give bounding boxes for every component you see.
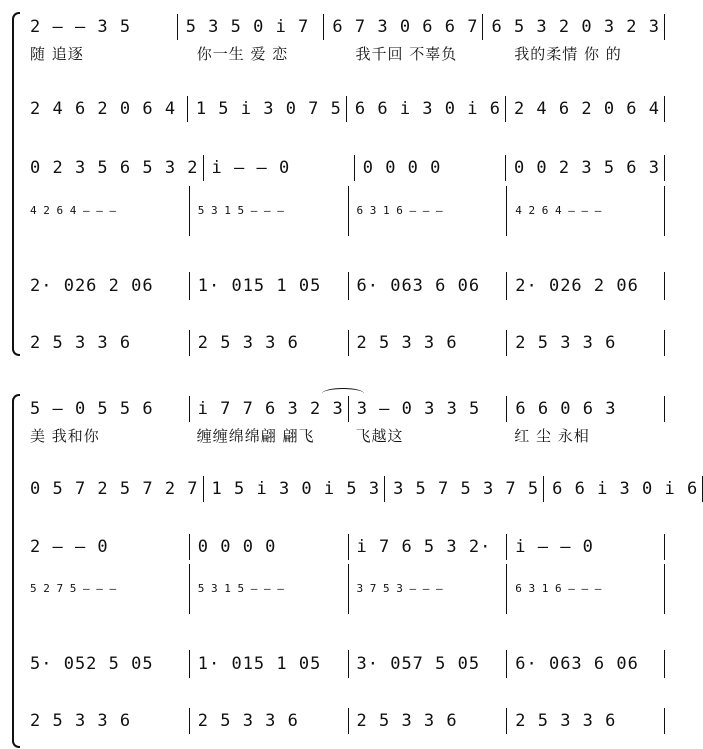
notation-text: 3· 057 5 05 xyxy=(356,654,481,674)
lyric-text: 红 尘 永相 xyxy=(514,426,590,445)
measure xyxy=(189,186,348,236)
measure xyxy=(177,14,324,40)
notation-text: 5 – 0 5 5 6 xyxy=(30,399,154,419)
notation-text: 0 0 0 0 xyxy=(362,158,442,178)
notation-text: 3 5 7 5 3 7 5 xyxy=(393,479,540,499)
lyric-segment xyxy=(30,424,189,446)
measure xyxy=(30,650,189,678)
measure xyxy=(189,272,348,300)
measure xyxy=(384,476,543,502)
system-2 xyxy=(0,388,699,749)
bass-rhythm-row xyxy=(30,272,665,300)
measure xyxy=(348,330,507,356)
notation-text: 2 5 3 3 6 xyxy=(515,711,617,731)
bass-row xyxy=(30,330,665,356)
measure xyxy=(505,96,665,122)
measure xyxy=(506,650,665,678)
notation-text: 0 0 0 0 xyxy=(197,537,277,557)
notation-text: 1· 015 1 05 xyxy=(197,654,322,674)
measure xyxy=(506,186,665,236)
chord-text: 6 3 1 6 – – – xyxy=(356,204,443,217)
measure xyxy=(482,14,665,40)
measure xyxy=(30,155,203,181)
measure xyxy=(543,476,703,502)
measure xyxy=(189,650,348,678)
lyric-segment xyxy=(30,42,189,64)
notation-text: 6 7 3 0 6 6 7 xyxy=(332,17,479,37)
system-brace xyxy=(12,12,20,356)
measure xyxy=(189,396,348,422)
measure xyxy=(30,564,189,614)
notation-text: 6· 063 6 06 xyxy=(515,654,639,674)
measure xyxy=(348,186,507,236)
measure xyxy=(354,155,505,181)
lyric-segment xyxy=(348,424,507,446)
notation-text: i – – 0 xyxy=(515,537,594,557)
notation-text: 2 5 3 3 6 xyxy=(30,711,132,731)
notation-text: i – – 0 xyxy=(211,158,291,178)
system-1 xyxy=(0,0,680,360)
notation-text: i 7 7 6 3 2 3 xyxy=(197,399,344,419)
notation-text: 6· 063 6 06 xyxy=(356,276,481,296)
notation-text: 1 5 i 3 0 7 5 xyxy=(195,99,342,119)
measure xyxy=(30,708,189,734)
lyric-segment xyxy=(348,42,507,64)
measure xyxy=(189,564,348,614)
chord-text: 4 2 6 4 – – – xyxy=(515,204,602,217)
notation-text: 2 5 3 3 6 xyxy=(515,333,617,353)
measure xyxy=(189,330,348,356)
notation-text: 6 6 0 6 3 xyxy=(515,399,617,419)
notation-text: 0 0 2 3 5 6 3 xyxy=(513,158,660,178)
notation-text: 2· 026 2 06 xyxy=(515,276,639,296)
chord-text: 3 7 5 3 – – – xyxy=(356,582,443,595)
notation-text: i 7 6 5 3 2· xyxy=(356,537,492,557)
notation-text: 1 5 i 3 0 i 5 3 xyxy=(211,479,381,499)
system-brace xyxy=(12,394,20,748)
notation-text: 0 5 7 2 5 7 2 7 xyxy=(30,479,199,499)
bass-row xyxy=(30,708,665,734)
lyric-segment xyxy=(506,424,665,446)
measure xyxy=(348,708,507,734)
measure xyxy=(30,396,189,422)
measure xyxy=(323,14,482,40)
bass-rhythm-row xyxy=(30,650,665,678)
measure xyxy=(189,534,348,560)
measure xyxy=(506,396,665,422)
lyric-segment xyxy=(189,424,348,446)
measure xyxy=(348,534,507,560)
lyric-text: 我的柔情 你 的 xyxy=(514,44,622,63)
harmony-row xyxy=(30,476,699,502)
notation-text: 2 5 3 3 6 xyxy=(197,711,299,731)
lyric-text: 飞越这 xyxy=(355,426,404,445)
measure xyxy=(506,272,665,300)
lyric-segment xyxy=(189,42,348,64)
chord-text: 6 3 1 6 – – – xyxy=(515,582,602,595)
chord-text: 5 3 1 5 – – – xyxy=(197,582,284,595)
counter-melody-row xyxy=(30,155,665,181)
chord-text: 5 3 1 5 – – – xyxy=(197,204,284,217)
measure xyxy=(346,96,505,122)
measure xyxy=(30,330,189,356)
notation-text: 6 5 3 2 0 3 2 3 xyxy=(491,17,660,37)
lyrics-row xyxy=(30,42,665,64)
measure xyxy=(506,534,665,560)
measure xyxy=(348,564,507,614)
notation-text: 2 5 3 3 6 xyxy=(356,333,458,353)
notation-text: 2 – – 0 xyxy=(30,537,109,557)
notation-text: 5· 052 5 05 xyxy=(30,654,154,674)
melody-row xyxy=(30,396,665,422)
measure xyxy=(506,708,665,734)
notation-text: 6 6 i 3 0 i 6 xyxy=(354,99,501,119)
measure xyxy=(30,96,187,122)
measure xyxy=(506,330,665,356)
measure xyxy=(348,272,507,300)
lyrics-row xyxy=(30,424,665,446)
notation-text: 2 5 3 3 6 xyxy=(30,333,132,353)
notation-text: 2 5 3 3 6 xyxy=(197,333,299,353)
notation-text: 6 6 i 3 0 i 6 xyxy=(552,479,699,499)
measure xyxy=(187,96,346,122)
notation-text: 5 3 5 0 i 7 xyxy=(185,17,310,37)
notation-text: 2 4 6 2 0 6 4 xyxy=(513,99,660,119)
notation-text: 2· 026 2 06 xyxy=(30,276,154,296)
measure xyxy=(30,476,203,502)
lyric-text: 你一生 爱 恋 xyxy=(196,44,289,63)
measure xyxy=(348,650,507,678)
measure xyxy=(506,564,665,614)
measure xyxy=(30,534,189,560)
counter-melody-row xyxy=(30,534,665,560)
measure xyxy=(30,14,177,40)
measure xyxy=(30,272,189,300)
notation-text: 2 4 6 2 0 6 4 xyxy=(30,99,177,119)
notation-text: 0 2 3 5 6 5 3 2 xyxy=(30,158,199,178)
measure xyxy=(189,708,348,734)
chord-row xyxy=(30,186,665,236)
harmony-row xyxy=(30,96,665,122)
lyric-text: 美 我和你 xyxy=(30,426,100,445)
notation-text: 1· 015 1 05 xyxy=(197,276,322,296)
lyric-text: 随 追逐 xyxy=(30,44,84,63)
lyric-segment xyxy=(506,42,665,64)
measure xyxy=(505,155,665,181)
chord-text: 4 2 6 4 – – – xyxy=(30,204,117,217)
measure xyxy=(348,396,507,422)
measure xyxy=(30,186,189,236)
lyric-text: 缠缠绵绵翩 翩飞 xyxy=(196,426,315,445)
lyric-text: 我千回 不辜负 xyxy=(355,44,458,63)
chord-text: 5 2 7 5 – – – xyxy=(30,582,117,595)
melody-row xyxy=(30,14,665,40)
measure xyxy=(203,155,354,181)
measure xyxy=(203,476,385,502)
notation-text: 3 – 0 3 3 5 xyxy=(356,399,481,419)
notation-text: 2 5 3 3 6 xyxy=(356,711,458,731)
chord-row xyxy=(30,564,665,614)
notation-text: 2 – – 3 5 xyxy=(30,17,132,37)
